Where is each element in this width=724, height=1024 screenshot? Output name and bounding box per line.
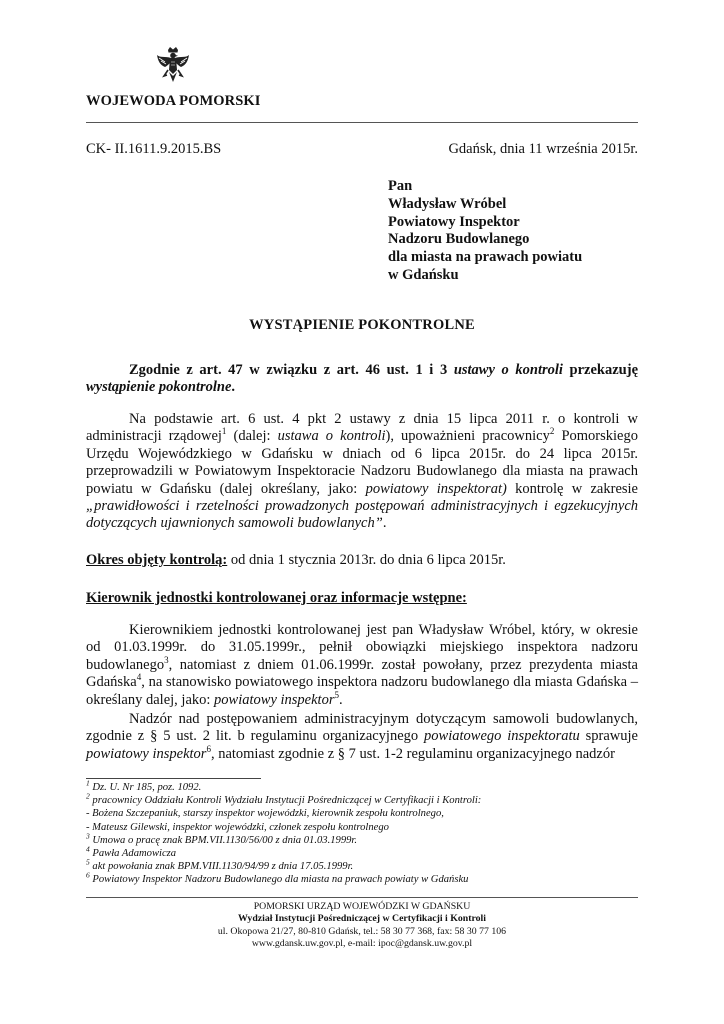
footnote-item: $^5$ akt powołania znak BPM.VIII.1130/94/99 z dnia 17.05.1999r. bbox=[86, 857, 354, 873]
addressee-line: Powiatowy Inspektor bbox=[388, 213, 520, 230]
addressee-line: Nadzoru Budowlanego bbox=[388, 231, 530, 248]
header-divider bbox=[86, 122, 638, 123]
addressee-line: dla miasta na prawach powiatu bbox=[388, 249, 583, 266]
reference-number: CK- II.1611.9.2015.BS bbox=[86, 141, 222, 157]
section-heading: Kierownik jednostki kontrolowanej oraz informacje wstępne: bbox=[86, 590, 467, 606]
footer-address: ul. Okopowa 21/27, 80-810 Gdańsk, tel.: 58 30 77 368, fax: 58 30 77 106 bbox=[217, 925, 507, 937]
legal-basis-paragraph: Na podstawie art. 6 ust. 4 pkt 2 ustawy z dnia 15 lipca 2011 r. o kontroli w administracji rządowej$^1$ (dalej: ustawa o kontroli), upoważnieni pracownicy$^2$ Pomorskiego Urzędu Wojewódzkiego w Gdańsku w dniach od 6 lipca 2015r. do 24 lipca 2015r. przeprowadzili w Powiatowym Inspektoracie Nadzoru Budowlanego dla miasta na prawach powiatu w Gdańsku (dalej określany, jako: powiatowy inspektorat) kontrolę w zakresie „prawidłowości i rzetelności prowadzonych postępowań administracyjnych i egzekucyjnych dotyczących ujawnionych samowoli budowlanych”. bbox=[86, 411, 638, 532]
footer-department: Wydział Instytucji Pośredniczącej w Certyfikacji i Kontroli bbox=[238, 913, 486, 925]
footnote-ref: 4 bbox=[136, 672, 142, 683]
addressee-block bbox=[388, 178, 582, 285]
control-period: Okres objęty kontrolą: od dnia 1 stycznia 2013r. do dnia 6 lipca 2015r. bbox=[86, 552, 506, 568]
footer-contact: www.gdansk.uw.gov.pl, e-mail: ipoc@gdansk.uw.gov.pl bbox=[251, 938, 473, 950]
issuer-name: WOJEWODA POMORSKI bbox=[86, 93, 261, 109]
supervision-paragraph: Nadzór nad postępowaniem administracyjnym dotyczącym samowoli budowlanych, zgodnie z § 5 ust. 2 lit. b regulaminu organizacyjnego powiatowego inspektoratu sprawuje powiatowy inspektor$^6$, natomiast zgodnie z § 7 ust. 1-2 regulaminu organizacyjnego nadzór bbox=[86, 711, 638, 762]
footnote-ref: 6 bbox=[206, 743, 211, 754]
footnote-divider bbox=[86, 778, 261, 779]
control-period-label: Okres objęty kontrolą: bbox=[86, 552, 228, 568]
document-title: WYSTĄPIENIE POKONTROLNE bbox=[249, 317, 475, 333]
footnote-ref: 3 bbox=[164, 654, 169, 665]
footnote-ref: 5 bbox=[334, 689, 339, 700]
footnote-item: $^2$ pracownicy Oddziału Kontroli Wydziału Instytucji Pośredniczącej w Certyfikacji i Kontroli: bbox=[86, 791, 482, 807]
polish-eagle-emblem-icon bbox=[156, 46, 190, 86]
addressee-line: Władysław Wróbel bbox=[388, 195, 507, 212]
footnotes bbox=[86, 778, 646, 887]
addressee-line: Pan bbox=[388, 178, 413, 194]
footnote-item: $^6$ Powiatowy Inspektor Nadzoru Budowlanego dla miasta na prawach powiaty w Gdańsku bbox=[86, 870, 469, 886]
footer bbox=[0, 901, 724, 951]
footer-office: POMORSKI URZĄD WOJEWÓDZKI W GDAŃSKU bbox=[253, 901, 471, 912]
place-and-date: Gdańsk, dnia 11 września 2015r. bbox=[448, 141, 638, 157]
footer-divider bbox=[86, 897, 638, 898]
addressee-line: w Gdańsku bbox=[388, 266, 459, 283]
footnote-item: - Bożena Szczepaniuk, starszy inspektor wojewódzki, kierownik zespołu kontrolnego, bbox=[86, 808, 444, 820]
footnote-item: $^4$ Pawła Adamowicza bbox=[86, 844, 177, 860]
footnote-item: $^3$ Umowa o pracę znak BPM.VII.1130/56/00 z dnia 01.03.1999r. bbox=[86, 831, 358, 846]
footnote-item: - Mateusz Gilewski, inspektor wojewódzki, członek zespołu kontrolnego bbox=[86, 821, 389, 833]
manager-paragraph: Kierownikiem jednostki kontrolowanej jest pan Władysław Wróbel, który, w okresie od 01.03.1999r. do 31.05.1999r., pełnił obowiązki miejskiego inspektora nadzoru budowlanego$^3$, natomiast z dniem 01.06.1999r. został powołany, przez prezydenta miasta Gdańska$^4$, na stanowisko powiatowego inspektora nadzoru budowlanego dla miasta Gdańska – określany dalej, jako: powiatowy inspektor$^5$. bbox=[86, 622, 638, 708]
intro-paragraph: Zgodnie z art. 47 w związku z art. 46 ust. 1 i 3 ustawy o kontroli przekazuję wystąpienie pokontrolne. bbox=[86, 362, 639, 396]
footnote-ref: 1 bbox=[221, 426, 227, 437]
footnote-ref: 2 bbox=[549, 426, 555, 437]
footnote-item: $^1$ Dz. U. Nr 185, poz. 1092. bbox=[86, 778, 202, 793]
